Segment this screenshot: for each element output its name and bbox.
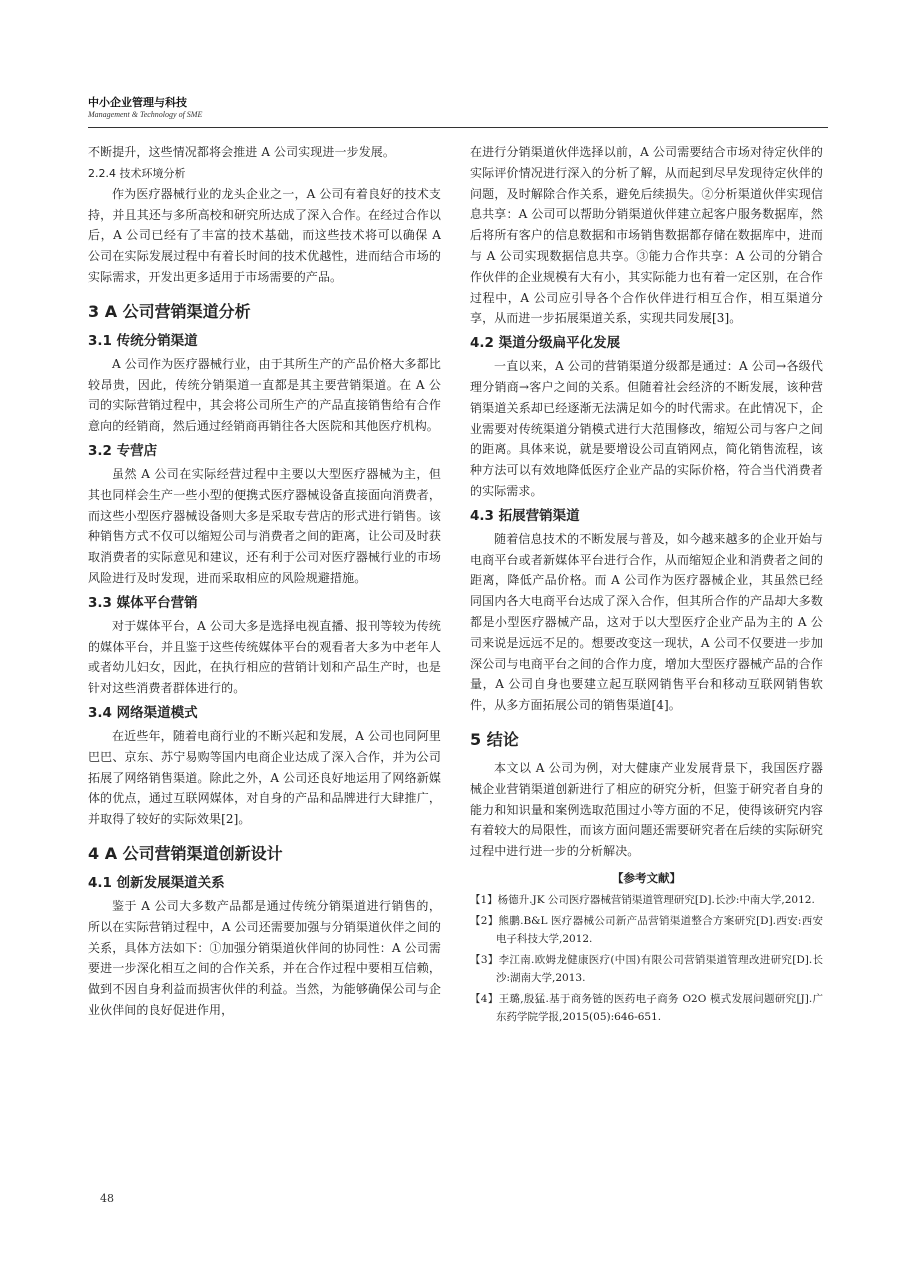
section-2-2-4-title: 2.2.4 技术环境分析 [88,166,186,180]
paragraph-3-4: 在近些年，随着电商行业的不断兴起和发展，A 公司也同阿里巴巴、京东、苏宁易购等国内电商企业达成了深入合作，并为公司拓展了网络销售渠道。除此之外，A 公司还良好地运用了网络新媒体的优点，通过互联网媒体，对自身的产品和品牌进行大肆推广，并取得了较好的实际效果[2]。 [88,728,441,827]
references-title: 【参考文献】 [612,870,681,885]
section-3-1-title: 3.1 传统分销渠道 [88,332,198,349]
reference-item: 【3】李江南.欧姆龙健康医疗(中国)有限公司营销渠道管理改进研究[D].长沙:湖南大学,2013. [470,954,823,984]
section-3-2-title: 3.2 专营店 [88,442,158,459]
paragraph-4-3: 随着信息技术的不断发展与普及，如今越来越多的企业开始与电商平台或者新媒体平台进行合作，从而缩短企业和消费者之间的距离，降低产品价格。而 A 公司作为医疗器械企业，其虽然已经同国内各大电商平台达成了深入合作，但其所合作的产品却大多数都是小型医疗器械产品，这对于以大型医疗企业产品为主的 A 公司来说是远远不足的。想要改变这一现状，A 公司不仅要进一步加深公司与电商平台之间的合作力度，增加大型医疗器械产品的合作量，A 公司自身也要建立起互联网销售平台和移动互联网销售软件，从多方面拓展公司的销售渠道[4]。 [470,531,823,713]
section-4-2-title: 4.2 渠道分级扁平化发展 [470,335,621,352]
section-3-title: 3 A 公司营销渠道分析 [88,301,251,321]
paragraph-3-1: A 公司作为医疗器械行业，由于其所生产的产品价格大多都比较昂贵，因此，传统分销渠道一直都是其主要营销渠道。在 A 公司的实际营销过程中，其会将公司所生产的产品直接销售给有合作意向的经销商，然后通过经销商再销往各大医院和其他医疗机构。 [88,356,441,434]
reference-item: 【2】熊鹏.B&L 医疗器械公司新产品营销渠道整合方案研究[D].西安:西安电子科技大学,2012. [470,915,823,945]
paragraph-3-2: 虽然 A 公司在实际经营过程中主要以大型医疗器械为主，但其也同样会生产一些小型的便携式医疗器械设备直接面向消费者，而这些小型医疗器械设备则大多是采取专营店的形式进行销售。该种销售方式不仅可以缩短公司与消费者之间的距离，让公司及时获取消费者的实际意见和建议，还有利于公司对医疗器械行业的市场风险进行及时发现，进而采取相应的风险规避措施。 [88,466,441,585]
right-column [470,142,823,1030]
paragraph-2-2-4: 作为医疗器械行业的龙头企业之一，A 公司有着良好的技术支持，并且其还与多所高校和研究所达成了深入合作。在经过合作以后，A 公司已经有了丰富的技术基础，而这些技术将可以确保 A 公司在实际发展过程中有着长时间的技术优越性，进而结合市场的实际需求，开发出更多适用于市场需要的产品。 [88,186,441,284]
header-rule [88,127,828,128]
page-number: 48 [100,1192,114,1205]
left-column [88,142,441,1021]
section-3-4-title: 3.4 网络渠道模式 [88,704,198,721]
section-4-title: 4 A 公司营销渠道创新设计 [88,843,283,863]
reference-item: 【1】杨德升.JK 公司医疗器械营销渠道管理研究[D].长沙:中南大学,2012. [470,893,815,906]
section-3-3-title: 3.3 媒体平台营销 [88,594,198,611]
journal-subtitle: Management & Technology of SME [88,110,203,119]
paragraph-intro: 不断提升，这些情况都将会推进 A 公司实现进一步发展。 [88,145,395,159]
section-5-title: 5 结论 [470,729,519,749]
section-4-1-title: 4.1 创新发展渠道关系 [88,874,225,891]
paragraph-5: 本文以 A 公司为例，对大健康产业发展背景下，我国医疗器械企业营销渠道创新进行了相应的研究分析，但鉴于研究者自身的能力和知识量和案例选取范围过小等方面的不足，使得该研究内容有着较大的局限性，而该方面问题还需要研究者在后续的实际研究过程中进行进一步的分析解决。 [470,760,823,859]
paragraph-4-2: 一直以来，A 公司的营销渠道分级都是通过：A 公司→各级代理分销商→客户之间的关系。但随着社会经济的不断发展，该种营销渠道关系却已经逐渐无法满足如今的时代需求。在此情况下，企业需要对传统渠道分销模式进行大范围修改，缩短公司与客户之间的距离。具体来说，就是要增设公司直销网点，简化销售流程，该种方法可以有效地降低医疗企业产品的实际价格，符合当代消费者的实际需求。 [470,359,823,498]
paragraph-4-1-continued: 在进行分销渠道伙伴选择以前，A 公司需要结合市场对待定伙伴的实际评价情况进行深入的分析了解，从而起到尽早发现待定伙伴的问题，及时解除合作关系，避免后续损失。②分析渠道伙伴实现信息共享：A 公司可以帮助分销渠道伙伴建立起客户服务数据库，然后将所有客户的信息数据和市场销售数据都存储在数据库中，进而与 A 公司实现数据信息共享。③能力合作共享：A 公司的分销合作伙伴的企业规模有大有小，其实际能力也有着一定区别，在合作过程中，A 公司应引导各个合作伙伴进行相互合作，相互渠道分享，从而进一步拓展渠道关系，实现共同发展[3]。 [470,145,823,326]
section-4-3-title: 4.3 拓展营销渠道 [470,507,580,524]
reference-item: 【4】王璐,殷猛.基于商务链的医药电子商务 O2O 模式发展问题研究[J].广东药学院学报,2015(05):646-651. [470,993,823,1023]
paragraph-4-1: 鉴于 A 公司大多数产品都是通过传统分销渠道进行销售的，所以在实际营销过程中，A 公司还需要加强与分销渠道伙伴之间的关系，具体方法如下：①加强分销渠道伙伴间的协同性：A 公司需要进一步深化相互之间的合作关系，并在合作过程中要相互信赖，做到不因自身利益而损害伙伴的利益。当然，为能够确保公司与企业伙伴间的良好促进作用， [88,898,441,1017]
journal-header [88,96,828,120]
journal-title: 中小企业管理与科技 [88,96,187,109]
paragraph-3-3: 对于媒体平台，A 公司大多是选择电视直播、报刊等较为传统的媒体平台，并且鉴于这些传统媒体平台的观看者大多为中老年人或者幼儿妇女，因此，在执行相应的营销计划和产品生产时，也是针对这些消费者群体进行的。 [88,618,441,696]
